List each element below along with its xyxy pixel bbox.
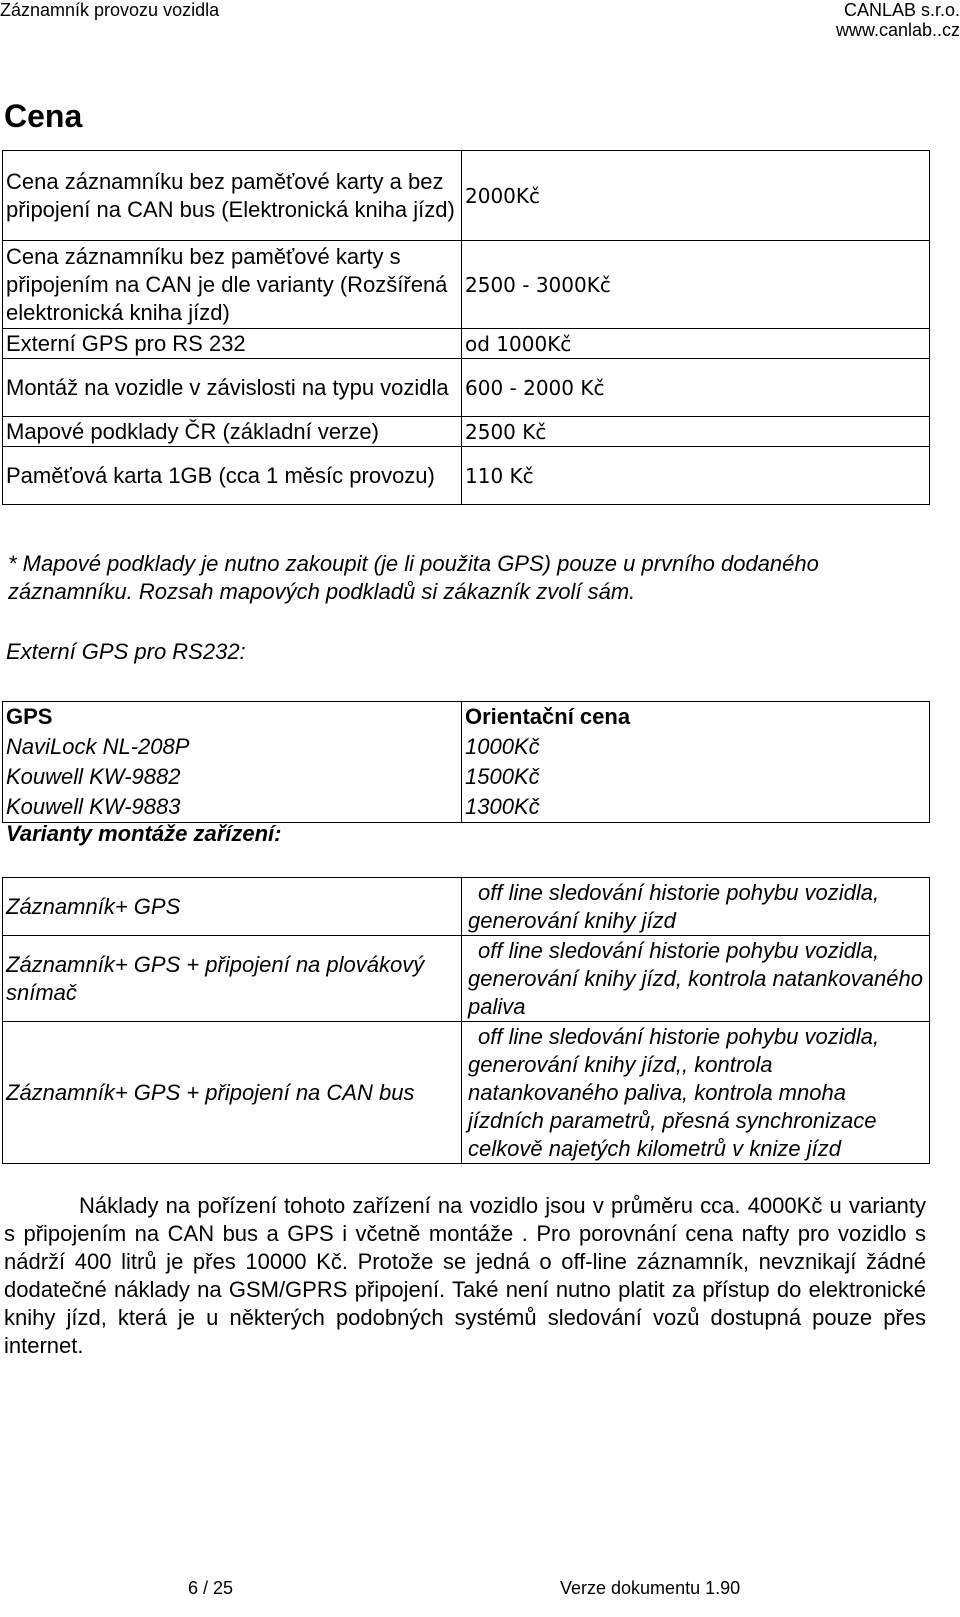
column-header: Orientační cena <box>462 702 930 733</box>
price-table <box>2 150 930 505</box>
table-row <box>3 732 930 762</box>
gps-model: Kouwell KW-9883 <box>3 792 462 823</box>
document-version: Verze dokumentu 1.90 <box>560 1578 741 1598</box>
table-row <box>3 447 930 505</box>
table-row <box>3 417 930 447</box>
price-item: Montáž na vozidle v závislosti na typu vozidla <box>3 359 462 417</box>
gps-table <box>2 701 930 823</box>
price-value: 2500 Kč <box>462 417 930 447</box>
variants-heading: Varianty montáže zařízení: <box>6 821 282 846</box>
variants-table <box>2 877 930 1164</box>
table-row <box>3 329 930 359</box>
table-row <box>3 936 930 1022</box>
variant-description-rest: generování knihy jízd, kontrola natankovaného paliva <box>468 965 923 1019</box>
price-value: 110 Kč <box>462 447 930 505</box>
variant-name: Záznamník+ GPS <box>3 878 462 936</box>
table-row <box>3 359 930 417</box>
variant-description-rest: generování knihy jízd,, kontrola natankovaného paliva, kontrola mnoha jízdních parametrů, přesná synchronizace celkově najetých kilometrů v knize jízd <box>468 1051 877 1161</box>
price-item: Cena záznamníku bez paměťové karty s připojením na CAN je dle varianty (Rozšířená elektronická kniha jízd) <box>3 241 462 329</box>
price-item: Externí GPS pro RS 232 <box>3 329 462 359</box>
table-row <box>3 1022 930 1164</box>
price-value: 600 - 2000 Kč <box>462 359 930 417</box>
gps-heading: Externí GPS pro RS232: <box>6 639 246 664</box>
price-item: Cena záznamníku bez paměťové karty a bez připojení na CAN bus (Elektronická kniha jízd) <box>3 151 462 241</box>
variant-description-first: off line sledování historie pohybu vozidla, <box>478 879 880 905</box>
section-title: Cena <box>4 98 83 134</box>
summary-text: Náklady na pořízení tohoto zařízení na vozidlo jsou v průměru cca. 4000Kč u varianty s připojením na CAN bus a GPS i včetně montáže . Pro porovnání cena nafty pro vozidlo s nádrží 400 litrů je přes 10000 Kč. Protože se jedná o off-line záznamník, nevznikají žádné dodatečné náklady na GSM/GPRS připojení. Také není nutno platit za přístup do elektronické knihy jízd, která je u některých podobných systémů sledování vozů dostupná pouze přes internet. <box>4 1193 926 1358</box>
table-header-row <box>3 702 930 733</box>
price-value: od 1000Kč <box>462 329 930 359</box>
page-number: 6 / 25 <box>188 1578 234 1598</box>
summary-paragraph <box>4 1192 926 1360</box>
variant-name: Záznamník+ GPS + připojení na CAN bus <box>3 1022 462 1164</box>
variant-description-first: off line sledování historie pohybu vozidla, <box>478 1023 880 1049</box>
gps-model: Kouwell KW-9882 <box>3 762 462 792</box>
map-note: * Mapové podklady je nutno zakoupit (je li použita GPS) pouze u prvního dodaného záznamníku. Rozsah mapových podkladů si zákazník zvolí sám. <box>8 551 819 604</box>
table-row <box>3 241 930 329</box>
variant-description <box>462 936 930 1022</box>
price-value: 2000Kč <box>462 151 930 241</box>
company-block <box>836 0 960 40</box>
gps-price: 1300Kč <box>462 792 930 823</box>
document-title: Záznamník provozu vozidla <box>0 0 220 20</box>
table-row <box>3 792 930 823</box>
gps-price: 1000Kč <box>462 732 930 762</box>
variant-description <box>462 878 930 936</box>
price-value: 2500 - 3000Kč <box>462 241 930 329</box>
variant-name: Záznamník+ GPS + připojení na plovákový snímač <box>3 936 462 1022</box>
gps-model: NaviLock NL-208P <box>3 732 462 762</box>
column-header: GPS <box>3 702 462 733</box>
company-website: www.canlab..cz <box>835 20 960 40</box>
price-item: Paměťová karta 1GB (cca 1 měsíc provozu) <box>3 447 462 505</box>
gps-price: 1500Kč <box>462 762 930 792</box>
variant-description <box>462 1022 930 1164</box>
price-item: Mapové podklady ČR (základní verze) <box>3 417 462 447</box>
company-name: CANLAB s.r.o. <box>843 0 960 20</box>
table-row <box>3 878 930 936</box>
table-row <box>3 762 930 792</box>
table-row <box>3 151 930 241</box>
variant-description-rest: generování knihy jízd <box>468 907 676 933</box>
variant-description-first: off line sledování historie pohybu vozidla, <box>478 937 880 963</box>
